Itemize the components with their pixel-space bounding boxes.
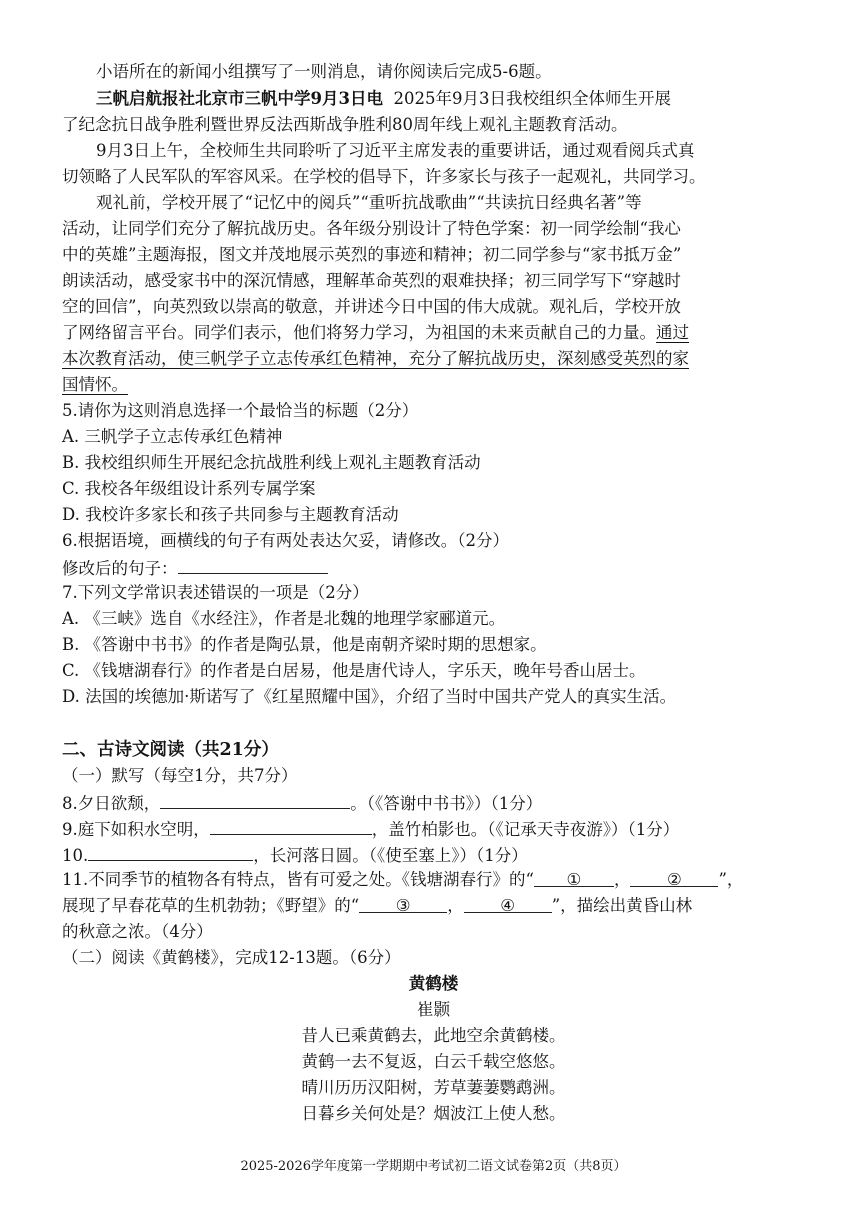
- question-5-stem: 5.请你为这则消息选择一个最恰当的标题（2分）: [62, 401, 419, 420]
- q9-source: ，盖竹柏影也。（《记承天寺夜游》）（1分）: [371, 820, 680, 839]
- q11-text: ”，描绘出黄昏山林: [551, 896, 693, 915]
- news-line: 空的回信”，向英烈致以崇高的敬意，并讲述今日中国的伟大成就。观礼后，学校开放: [62, 297, 681, 316]
- question-6-stem: 6.根据语境，画横线的句子有两处表达欠妥，请修改。（2分）: [62, 531, 509, 550]
- question-8: [62, 790, 805, 816]
- poem-line: 日暮乡关何处是？烟波江上使人愁。: [301, 1104, 566, 1123]
- news-line: 了纪念抗日战争胜利暨世界反法西斯战争胜利80周年线上观礼主题教育活动。: [62, 115, 628, 134]
- news-text: 了网络留言平台。同学们表示，他们将努力学习，为祖国的未来贡献自己的力量。: [62, 323, 656, 342]
- q6-answer-line: [62, 555, 805, 581]
- answer-blank-3[interactable]: ③: [359, 894, 447, 913]
- q10-source: ，长河落日圆。（《使至塞上》）（1分）: [253, 846, 528, 865]
- q7-option-b: B. 《答谢中书书》的作者是陶弘景，他是南朝齐梁时期的思想家。: [62, 635, 547, 654]
- news-lead: 2025年9月3日我校组织全体师生开展: [382, 89, 671, 108]
- q5-option-d: D. 我校许多家长和孩子共同参与主题教育活动: [62, 505, 399, 524]
- news-line: 观礼前，学校开展了“记忆中的阅兵”“重听抗战歌曲”“共读抗日经典名著”等: [96, 193, 642, 212]
- question-11-line-1: [62, 868, 805, 892]
- q8-source: 。（《答谢中书书》）（1分）: [350, 794, 543, 813]
- news-line: 中的英雄”主题海报，图文并茂地展示英烈的事迹和精神；初二同学参与“家书抵万金”: [62, 245, 682, 264]
- answer-blank-1[interactable]: ①: [534, 868, 614, 887]
- q7-option-c: C. 《钱塘湖春行》的作者是白居易，他是唐代诗人，字乐天，晚年号香山居士。: [62, 661, 646, 680]
- q9-text: 9.庭下如积水空明，: [62, 820, 210, 839]
- section-2-title: 二、古诗文阅读（共21分）: [62, 740, 279, 760]
- q5-option-a: A. 三帆学子立志传承红色精神: [62, 427, 283, 446]
- q5-option-c: C. 我校各年级组设计系列专属学案: [62, 479, 316, 498]
- answer-blank[interactable]: [88, 842, 253, 861]
- news-headline: [62, 87, 805, 111]
- punctuation: ，: [447, 896, 464, 915]
- answer-blank[interactable]: [210, 816, 372, 835]
- q5-option-b: B. 我校组织师生开展纪念抗战胜利线上观礼主题教育活动: [62, 453, 481, 472]
- section-2-part-2: （二）阅读《黄鹤楼》，完成12-13题。（6分）: [62, 948, 401, 967]
- q7-option-d: D. 法国的埃德加·斯诺写了《红星照耀中国》，介绍了当时中国共产党人的真实生活。: [62, 687, 677, 706]
- poem-line: 黄鹤一去不复返，白云千载空悠悠。: [301, 1052, 566, 1071]
- answer-blank[interactable]: [160, 790, 350, 809]
- news-line: 朗读活动，感受家书中的深沉情感，理解革命英烈的艰难抉择；初三同学写下“穿越时: [62, 271, 681, 290]
- underlined-sentence: 本次教育活动，使三帆学子立志传承红色精神，充分了解抗战历史，深刻感受英烈的家: [62, 349, 689, 368]
- q8-text: 8.夕日欲颓，: [62, 794, 161, 813]
- answer-blank-2[interactable]: ②: [630, 868, 718, 887]
- question-11-line-3: 的秋意之浓。（4分）: [62, 922, 213, 941]
- poem-author: 崔颢: [417, 1000, 450, 1019]
- news-line: 9月3日上午，全校师生共同聆听了习近平主席发表的重要讲话，通过观看阅兵式真: [96, 141, 695, 160]
- answer-blank-4[interactable]: ④: [464, 894, 552, 913]
- question-10: [62, 842, 805, 868]
- answer-blank[interactable]: [178, 555, 328, 574]
- news-line: 切领略了人民军队的军容风采。在学校的倡导下，许多家长与孩子一起观礼，共同学习。: [62, 167, 706, 186]
- section-2-part-1: （一）默写（每空1分，共7分）: [62, 766, 298, 785]
- news-line: 活动，让同学们充分了解抗战历史。各年级分别设计了特色学案：初一同学绘制“我心: [62, 219, 681, 238]
- punctuation: ，: [613, 870, 631, 889]
- news-line: [62, 321, 805, 345]
- news-intro: 小语所在的新闻小组撰写了一则消息，请你阅读后完成5-6题。: [96, 62, 552, 81]
- page-footer: 2025-2026学年度第一学期期中考试初二语文试卷第2页（共8页）: [240, 1159, 627, 1174]
- q7-option-a: A. 《三峡》选自《水经注》，作者是北魏的地理学家郦道元。: [62, 609, 506, 628]
- question-7-stem: 7.下列文学常识表述错误的一项是（2分）: [62, 583, 369, 602]
- poem-line: 晴川历历汉阳树，芳草萋萋鹦鹉洲。: [301, 1078, 566, 1097]
- poem-title: 黄鹤楼: [408, 974, 459, 993]
- news-dateline: 三帆启航报社北京市三帆中学9月3日电: [96, 89, 383, 108]
- underlined-sentence: 通过: [656, 323, 689, 342]
- underlined-sentence: 国情怀。: [62, 375, 128, 394]
- q10-number: 10.: [62, 846, 89, 865]
- q11-text: 展现了早春花草的生机勃勃；《野望》的“: [62, 896, 360, 915]
- q6-answer-label: 修改后的句子：: [62, 559, 178, 578]
- poem-line: 昔人已乘黄鹤去，此地空余黄鹤楼。: [301, 1026, 566, 1045]
- punctuation: ”，: [718, 870, 744, 889]
- q11-text: 11.不同季节的植物各有特点，皆有可爱之处。《钱塘湖春行》的“: [62, 870, 534, 889]
- question-11-line-2: [62, 894, 805, 918]
- question-9: [62, 816, 805, 842]
